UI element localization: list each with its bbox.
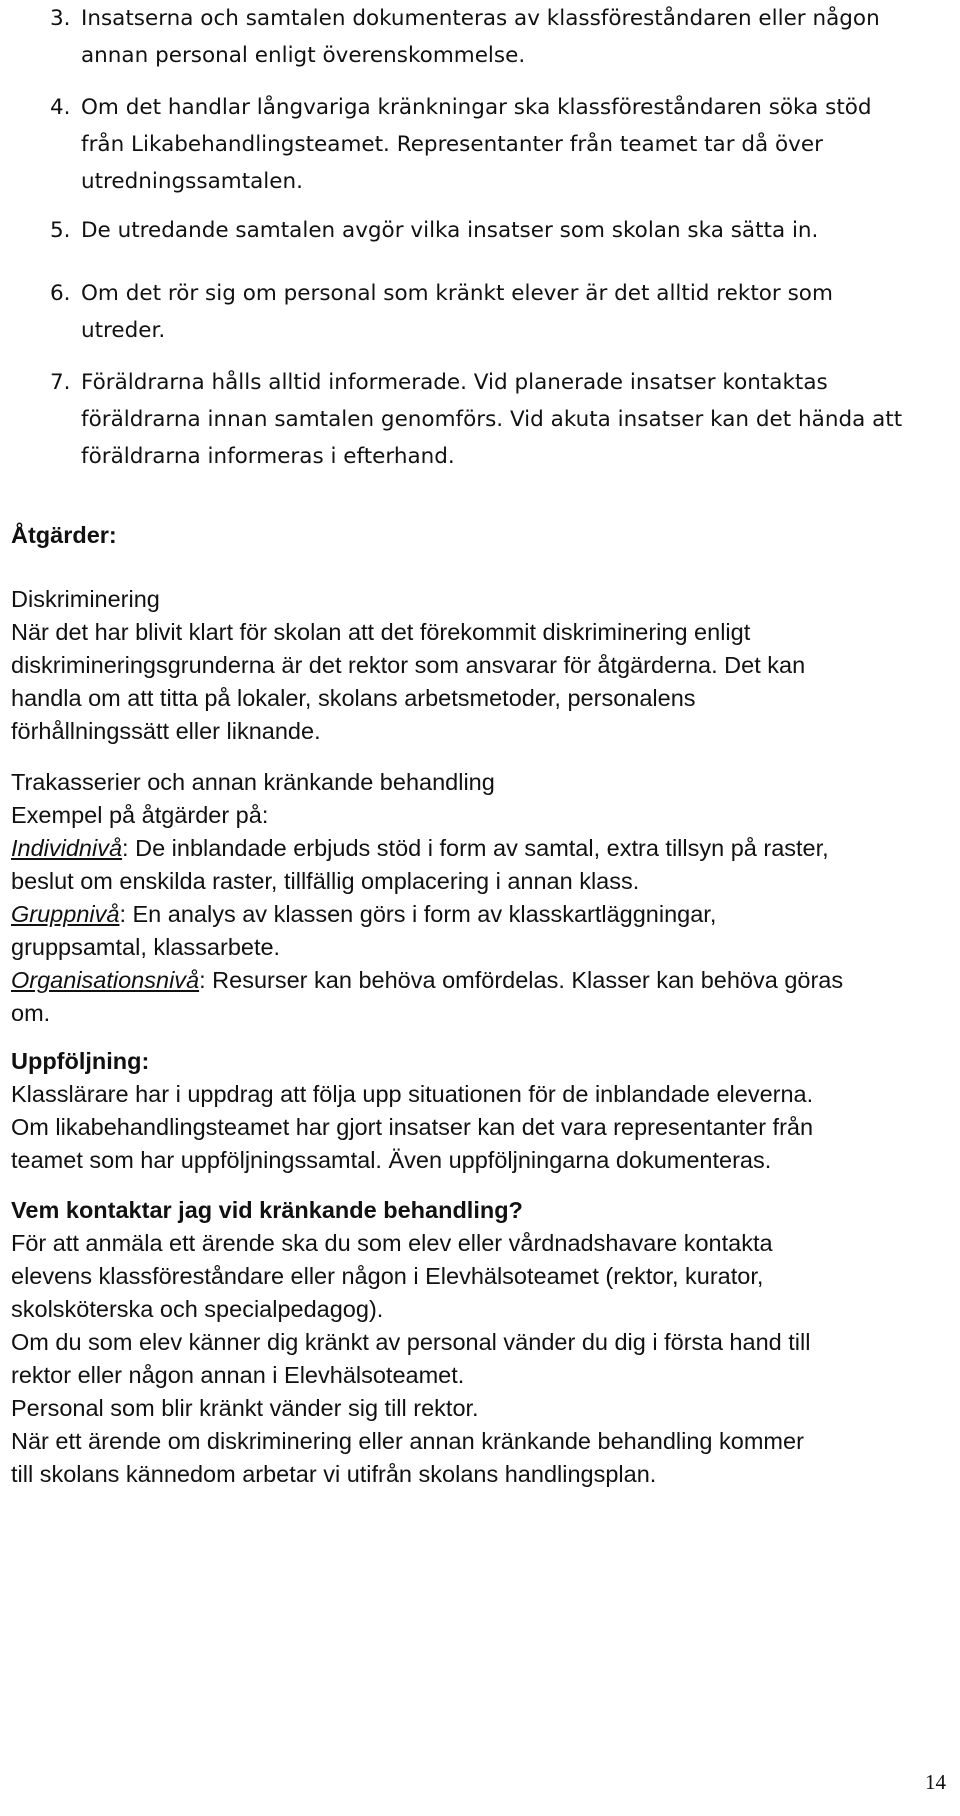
text-line: annan personal enligt överenskommelse.	[81, 43, 526, 68]
list-text	[81, 0, 930, 74]
text-line: föräldrarna informeras i efterhand.	[81, 444, 455, 469]
text-fragment: : En analys av klassen görs i form av klasskartläggningar,	[119, 901, 717, 927]
text-line: Personal som blir kränkt vänder sig till rektor.	[11, 1395, 479, 1421]
text-line: När det har blivit klart för skolan att det förekommit diskriminering enligt	[11, 619, 751, 645]
text-line: till skolans kännedom arbetar vi utifrån skolans handlingsplan.	[11, 1461, 657, 1487]
list-text	[81, 89, 930, 200]
section-heading-kontakt: Vem kontaktar jag vid kränkande behandling?	[11, 1197, 523, 1223]
text-line: utredningssamtalen.	[81, 169, 303, 194]
text-line: elevens klassföreståndare eller någon i Elevhälsoteamet (rektor, kurator,	[11, 1263, 764, 1289]
gruppniva-line	[11, 898, 951, 931]
text-line: Om likabehandlingsteamet har gjort insatser kan det vara representanter från	[11, 1114, 814, 1140]
text-line: föräldrarna innan samtalen genomförs. Vid akuta insatser kan det hända att	[81, 407, 903, 432]
list-number: 6.	[50, 281, 71, 306]
section-heading-atgarder: Åtgärder:	[11, 522, 117, 548]
text-line: förhållningssätt eller liknande.	[11, 718, 321, 744]
text-line: rektor eller någon annan i Elevhälsoteamet.	[11, 1362, 465, 1388]
list-text	[81, 212, 930, 249]
list-text	[81, 364, 930, 475]
text-line: Insatserna och samtalen dokumenteras av klassföreståndaren eller någon	[81, 6, 880, 31]
individniva-line	[11, 832, 951, 865]
list-item-5	[50, 212, 930, 249]
text-fragment: : Resurser kan behöva omfördelas. Klasser kan behöva göras	[199, 967, 844, 993]
text-line: När ett ärende om diskriminering eller annan kränkande behandling kommer	[11, 1428, 804, 1454]
text-line: För att anmäla ett ärende ska du som elev eller vårdnadshavare kontakta	[11, 1230, 773, 1256]
list-number: 4.	[50, 95, 71, 120]
text-line: Om det handlar långvariga kränkningar ska klassföreståndaren söka stöd	[81, 95, 872, 120]
text-line: Exempel på åtgärder på:	[11, 802, 269, 828]
text-line: handla om att titta på lokaler, skolans arbetsmetoder, personalens	[11, 685, 696, 711]
text-line: teamet som har uppföljningssamtal. Även uppföljningarna dokumenteras.	[11, 1147, 772, 1173]
text-line: skolsköterska och specialpedagog).	[11, 1296, 384, 1322]
text-line: De utredande samtalen avgör vilka insatser som skolan ska sätta in.	[81, 218, 819, 243]
page-number: 14	[925, 1770, 946, 1794]
individniva-label: Individnivå	[11, 835, 123, 861]
text-line: Om det rör sig om personal som kränkt elever är det alltid rektor som	[81, 281, 833, 306]
text-line: om.	[11, 1000, 51, 1026]
text-line: Föräldrarna hålls alltid informerade. Vid planerade insatser kontaktas	[81, 370, 828, 395]
subheading-diskriminering: Diskriminering	[11, 586, 160, 612]
text-line: Om du som elev känner dig kränkt av personal vänder du dig i första hand till	[11, 1329, 811, 1355]
organisationsniva-label: Organisationsnivå	[11, 967, 200, 993]
organisationsniva-line	[11, 964, 951, 997]
section-heading-uppfoljning: Uppföljning:	[11, 1048, 150, 1074]
gruppniva-label: Gruppnivå	[11, 901, 120, 927]
list-item-4	[50, 89, 930, 200]
uppfoljning-block	[11, 1078, 951, 1177]
list-number: 3.	[50, 6, 71, 31]
text-line: gruppsamtal, klassarbete.	[11, 934, 281, 960]
trakasserier-block	[11, 766, 951, 1030]
text-line: beslut om enskilda raster, tillfällig omplacering i annan klass.	[11, 868, 640, 894]
list-text	[81, 275, 930, 349]
text-line: Klasslärare har i uppdrag att följa upp situationen för de inblandade eleverna.	[11, 1081, 814, 1107]
list-item-6	[50, 275, 930, 349]
list-item-3	[50, 0, 930, 74]
text-line: diskrimineringsgrunderna är det rektor som ansvarar för åtgärderna. Det kan	[11, 652, 806, 678]
kontakt-block	[11, 1227, 951, 1491]
text-fragment: : De inblandade erbjuds stöd i form av samtal, extra tillsyn på raster,	[122, 835, 829, 861]
text-line: utreder.	[81, 318, 166, 343]
list-number: 7.	[50, 370, 71, 395]
text-line: från Likabehandlingsteamet. Representanter från teamet tar då över	[81, 132, 823, 157]
diskriminering-block	[11, 583, 951, 748]
list-item-7	[50, 364, 930, 475]
subheading-trakasserier: Trakasserier och annan kränkande behandling	[11, 769, 495, 795]
list-number: 5.	[50, 218, 71, 243]
